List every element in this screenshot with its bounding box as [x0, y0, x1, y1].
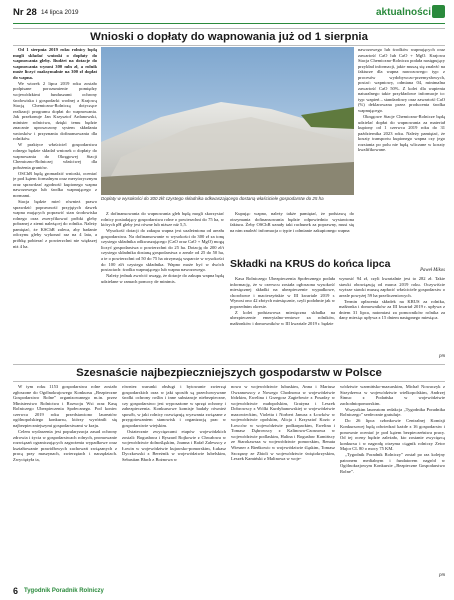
article2-signature: pm	[439, 354, 445, 359]
a2r-p2: Termin opłacenia składek na KRUS za rolnika, małżonka i domowników za III kwartał 2019 r. upływa z dniem 31 lipca, natomiast za pomocników rolnika za dany miesiąc upływa z 15 dniem następnego miesiąca.	[339, 298, 445, 321]
a3c3-p1: nowa w województwie lubuskim, Anna i Mariusz Owzanowscy z Nowego Chodnowa w województwie łódzkim, Ewelina i Grzegorz Zagiełowie z Posadzy w województwie małopolskim, Grażyna i Leszek Dobrowscy z Wólki Kurdybanowskiej w województwie mazowieckim, Violetta i Norbert Janusz z Łowków w województwie opolskim, Alicja i Krzysztof Kozic z Łowców w województwie podkarpackim, Ewelina i Tomasz Dąbrowscy z Kalinowa-Czosnowa w województwie podlaskim, Halina i Bogusław Kamińscy ze Starokawsza w województwie pomorskim, Renata Wiesner z Bieńkowic w województwie śląskim, Tomasz Szczęsny ze Zbioli w województwie świętokrzyskim, Leszek Kamiński z Malinowa w woje-	[231, 384, 335, 462]
a1c1-p3: W praktyce właściciel gospodarstwa rolnego będzie składał wniosek o dopłaty do wapnowania do Okręgowej Stacji Chemiczno-Rolniczej właściwej dla położenia gruntów.	[13, 142, 97, 170]
a1c4-p1: nawozowego lub środków wapnujących oraz zawartość CaO lub CaO + MgO. Krajowa Stacja Chemiczno-Rolnicza podała następujący przykład informacji, jakie muszą się znaleźć na fakturze dla wapna nawozowego: typ: z procesów wydobywczo-przemysłowych, postać: wapniowy, odmiana 04, minimalna zawartość CaO 50%. Z kolei dla wapienia naturalnego takie przykładowe informacje to: typ: wapień – standardowy oraz zawartość CaO (%) deklarowana przez producenta środka wapnującego.	[358, 47, 445, 114]
a2l-p2: Z kolei podstawowa miesięczna składka na ubezpieczenie emerytalno-rentowe za rolników, małżonków i domowników w III kwartale 2019 r. będzie	[230, 309, 335, 326]
issue-number: Nr 28	[13, 7, 37, 18]
lime-field-photo	[101, 47, 354, 195]
article1-col4	[358, 47, 445, 268]
a1c1-p1: Od 1 sierpnia 2019 roku rolnicy będą mogli składać wnioski o dopłaty do wapnowania gleby. Budżet na dotacje do wapnowania wynosi 300 mln zł, a rolnik może liczyć maksymalnie na 300 zł dopłat do wapna.	[13, 47, 97, 80]
header-bar	[0, 0, 454, 26]
photo-caption: Dopłaty w wysokości do 300 zł/t czystego składnika odkwaszającego dostaną właściciele gospodarstw do 25 ha	[101, 196, 324, 201]
a3c4-p2: Wszystkim laureatom redakcja „Tygodnika Poradnika Rolniczego” serdecznie gratuluje.	[340, 406, 445, 418]
a3c4-p3: Do 26 lipca członkowie Centralnej Komisji Konkursowej będą odwiedzać każde z 16 gospodarstw i ponownie oceniać je pod kątem bezpieczeństwa pracy. Od tej oceny będzie zależało, kto zostanie zwycięzcą konkursu i w nagrodę otrzyma ciągnik rolniczy Zetor Major CL 80 o mocy 75 KM.	[340, 418, 445, 452]
article3-signature: pm	[439, 573, 445, 578]
a3c4-p4: „Tygodnik Poradnik Rolniczy” został po raz kolejny patronem medialnym i fundatorem nagród w Ogólnokrajowym Konkursie „Bezpieczne Gospodarstwo Rolne”.	[340, 452, 445, 474]
page-number: 6	[13, 586, 19, 596]
a1c2-p3: Należy jednak zwrócić uwagę, że dotacje do zakupu wapna będą udzielane w ramach pomocy de minimis.	[101, 273, 224, 284]
article1-signature: Paweł Mikos	[420, 268, 445, 273]
a2l-p1: Kasa Rolniczego Ubezpieczenia Społecznego podała informację, że w czerwcu została ogłoszona wysokość miesięcznej składki na ubezpieczenie wypadkowe, chorobowe i macierzyńskie w III kwartale 2019 r. Wynosi ono 42 złotych miesięcznie, czyli podobnie jak w poprzednim okresie.	[230, 276, 335, 309]
article3-col3	[231, 384, 335, 580]
issue-date: 14 lipca 2019	[41, 9, 79, 16]
a2r-p1: wynosić 94 zł, czyli kwartalnie jest to 282 zł. Takie stawki obowiązują od marca 2019 roku. Oczywiście wyższe stawki muszą zapłacić właściciele gospodarstw o areale powyżej 59 ha przeliczeniowych.	[339, 276, 445, 298]
article3-col1	[13, 384, 117, 580]
article2-left	[230, 276, 335, 361]
article2-title: Składki na KRUS do końca lipca	[230, 258, 391, 270]
footer	[0, 584, 454, 600]
a3c1-p1: W tym roku 1153 gospodarstwa rolne zostało zgłoszone do Ogólnokrajowego Konkursu „Bezpieczne Gospodarstwo Rolne” organizowanego m.in. przez Ministerstwo Rolnictwa i Rozwoju Wsi oraz Kasę Rolniczego Ubezpieczenia Społecznego. Pod koniec czerwca 2019 roku przedstawiono laureatów ogólnopolskiego konkursu, którzy wyróżnili się najbezpieczniejszymi gospodarstwami w kraju.	[13, 384, 117, 428]
section-label: aktualności	[376, 7, 432, 18]
article1-col2	[101, 211, 224, 358]
a3c1-p2: Celem wydarzenia jest popularyzacja zasad ochrony zdrowia i życia w gospodarstwach rolnych, promowanie rozwiązań ograniczających zagrożenia wypadkowe oraz kształtowanie prawidłowych zachowań związanych z pracą przy maszynach, zwierzętach i narzędziach. Zwyciężyła ta,	[13, 428, 117, 462]
a3c2-p1: równiez warunki obsługi i bytowanie zwierząt gospodarskich oraz w jaki sposób są przechowywane środki ochrony roślin i inne substancje niebezpieczne, czy gospodarstwo jest wyposażone w sprzęt ochrony i zabezpieczenia. Konkursowe komisje badały również sposób, w jaki rolnicy rozwiązują wyzwania związane z przygotowaniem stanowisk i organizacją prac w gospodarstwie wiejskim.	[122, 384, 226, 428]
a3c2-p2: Ostatecznie zwycięzcami etapów wojewódzkich zostali: Bogusława i Ryszard Rojkowie z Chwałowa w województwie dolnośląskim, Joanna i Rafał Zalewscy z Łowin w województwie kujawsko-pomorskim, Łukasz Dyczkowski z Bereżnik w województwie lubelskim, Sebastian Błach z Bożnowa w	[122, 428, 226, 462]
a1c2-p2: Wysokość dotacji do zakupu wapna jest uzależniona od areału gospodarstwa. Na dofinansowanie w wysokości do 300 zł za tonę czystego składnika odkwaszającego (CaO oraz CaO + MgO) mogą liczyć gospodarstwa o powierzchni do 25 ha. Dotację do 200 zł/t czystego składnika dostaną gospodarstwa o areale od 25 do 50 ha, a te o powierzchni od 50 do 75 ha otrzymają wsparcie w wysokości do 100 zł/t czystego składnika. Wapno może być w dwóch postaciach: środka wapnującego lub wapna nawozowego.	[101, 228, 224, 273]
article3-title: Szesnaście najbezpieczniejszych gospodarstw w Polsce	[13, 364, 445, 382]
a1c1-p4: OSChR będą gromadzić wnioski, oceniać je pod kątem formalnym oraz merytorycznym oraz sprawdzać zgodność kupionego wapna nawozowego lub środka wapnującego z normami.	[13, 170, 97, 198]
a1c4-p2: Okręgowe Stacje Chemiczno-Rolnicze będą udzielać dopłat do wapnowania za materiał kupiony od 1 czerwca 2019 roku do 31 października 2023 roku. Należy pamiętać, że koszty transportu kupionego wapna czy jego rozsiania po polu nie będą wliczane w koszty kwalifikowane.	[358, 114, 445, 153]
a3c4-p1: wództwie warmińsko-mazurskim, Michał Nowaczyk z Strzydzewa w województwie wielkopolskim, Andrzej Šimuc z Podańska w województwie zachodniopomorskim.	[340, 384, 445, 406]
a1c1-p5: Stacja będzie mieć również prawo sprawdzić poprawność przyjętych dawek wapna mających poprawić stan środowiska rolnego oraz zweryfikować próbki gleby pobranej z ziemi należącej do rolnika. Należy pamiętać, że KSChR zaleca, aby badanie odczynu gleby wykonać raz na 4 lata, a próbkę pobierać z powierzchni nie większej niż 4 ha.	[13, 199, 97, 249]
article3-col2	[122, 384, 226, 580]
article1-col1	[13, 47, 97, 356]
section-icon	[432, 5, 445, 18]
a1c3-p1: Kupując wapno, należy także pamiętać, że podstawą do otrzymania dofinansowania będzie odpowiednio wystawiona faktura. Żeby OSChR uznały taki rachunek za poprawny, musi się na nim znaleźć informacja o typie i odmianie zakupionego wapna	[230, 211, 354, 233]
article2-right	[339, 276, 445, 356]
a1c2-p1: Z dofinansowania do wapnowania gleb będą mogli skorzystać rolnicy posiadający gospodarstwa rolne o powierzchni do 75 ha, w których pH gleby jest równe lub niższe niż 5,5.	[101, 211, 224, 228]
a1c1-p2: We wtorek 2 lipca 2019 roku zostało podpisane porozumienie pomiędzy wojewódzkimi funduszami ochrony środowiska i gospodarki wodnej a Krajową Stacją Chemiczno-Rolniczą dotyczące realizacji programu dopłat do wapnowania. Jak przekonuje Jan Krzysztof Ardanowski, minister rolnictwa, dzięki temu będzie znacznie uproszczony system składania wniosków i przyznania dofinansowania dla rolników.	[13, 80, 97, 142]
footer-publication: Tygodnik Poradnik Rolniczy	[24, 588, 104, 594]
article1-title: Wnioski o dopłaty do wapnowania już od 1 sierpnia	[13, 28, 445, 46]
lime-photo	[101, 47, 354, 195]
article1-col3	[230, 211, 354, 251]
header-divider	[13, 23, 445, 24]
article3-col4	[340, 384, 445, 572]
